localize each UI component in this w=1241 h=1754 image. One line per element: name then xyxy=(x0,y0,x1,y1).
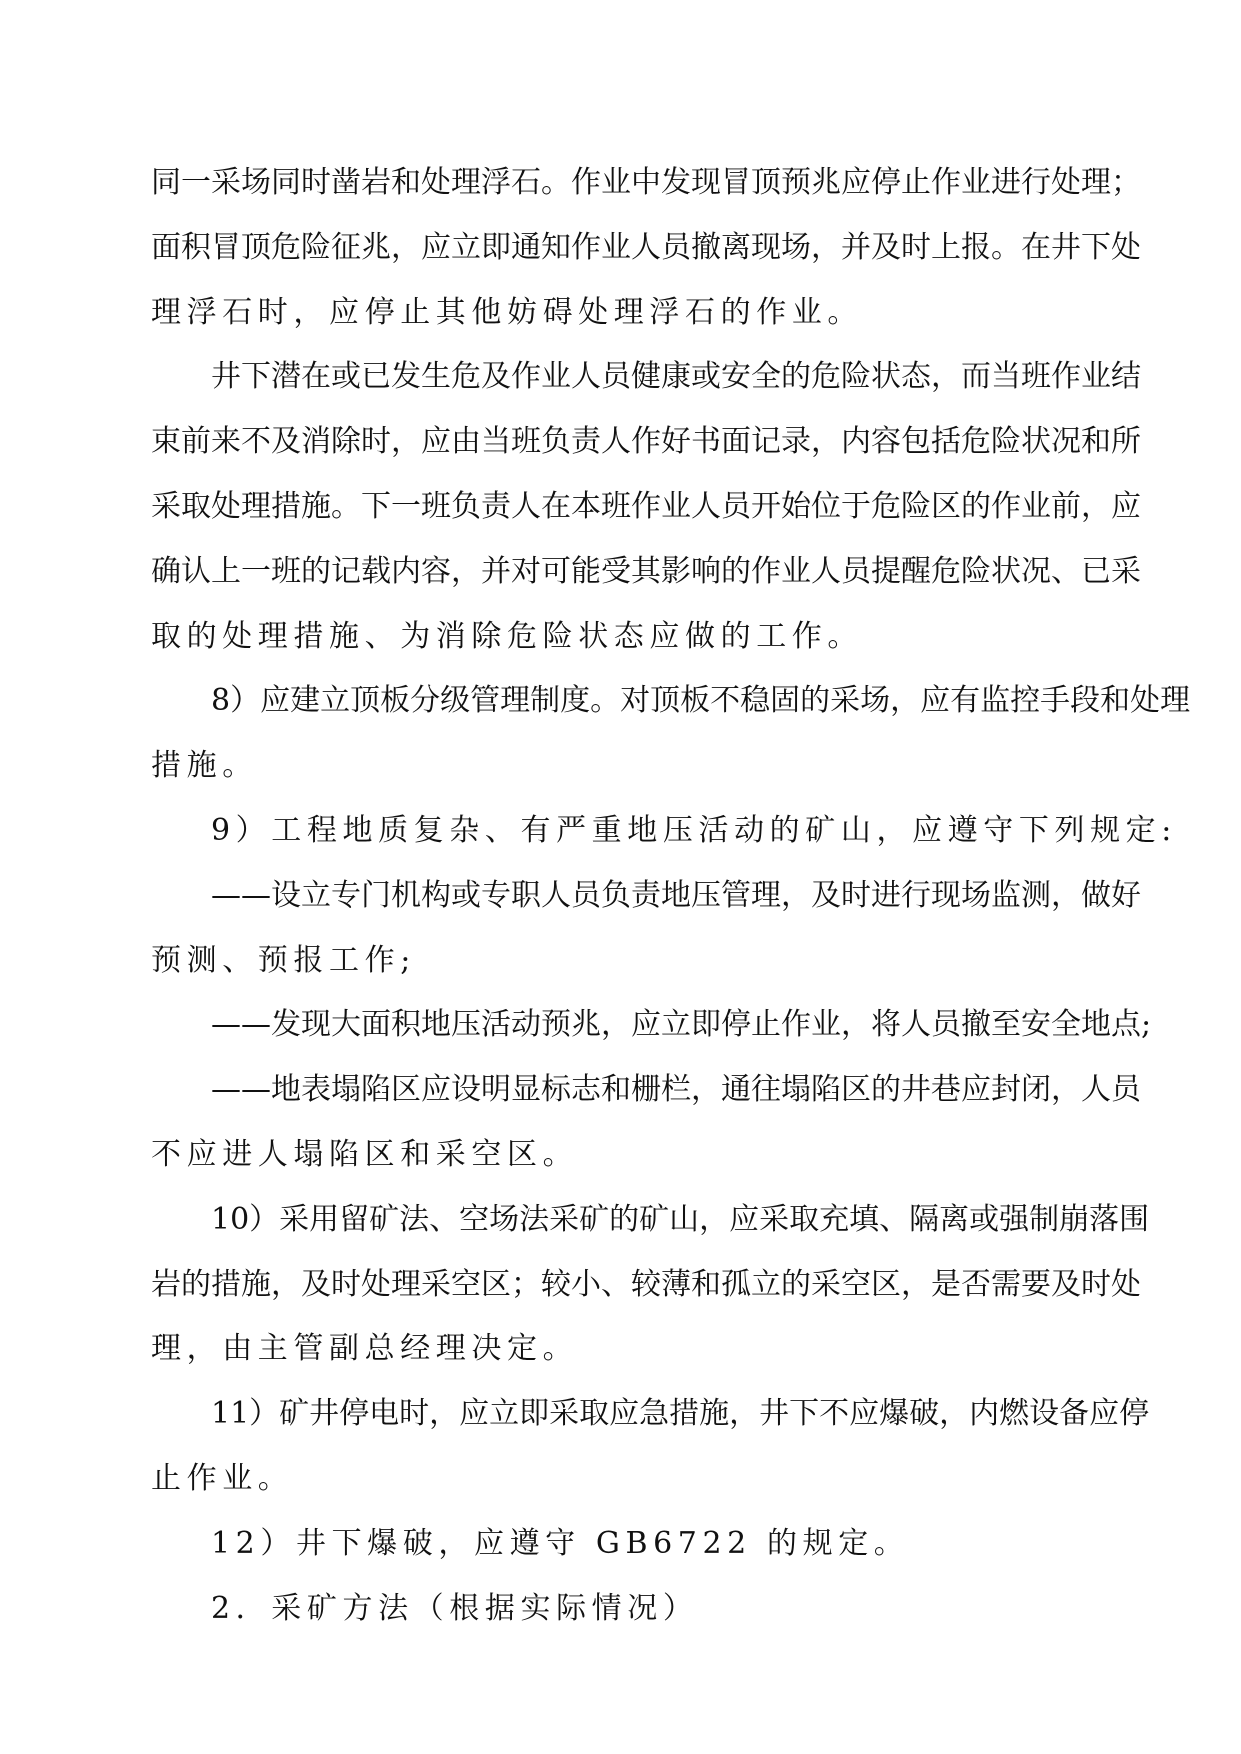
paragraph xyxy=(151,993,1152,1058)
paragraph-line: 9）工程地质复杂、有严重地压活动的矿山，应遵守下列规定: xyxy=(211,812,1177,848)
paragraph-line: 8）应建立顶板分级管理制度。对顶板不稳固的采场，应有监控手段和处理 xyxy=(211,683,1191,719)
paragraph-line: 取的处理措施、为消除危险状态应做的工作。 xyxy=(151,618,863,654)
paragraph-line: 理，由主管副总经理决定。 xyxy=(151,1331,579,1367)
paragraph xyxy=(151,799,1177,864)
document-body xyxy=(151,151,1191,1641)
paragraph-line: 10）采用留矿法、空场法采矿的矿山，应采取充填、隔离或强制崩落围 xyxy=(211,1201,1150,1237)
paragraph-line: 面积冒顶危险征兆，应立即通知作业人员撤离现场，并及时上报。在井下处 xyxy=(151,229,1141,265)
paragraph-line: 井下潜在或已发生危及作业人员健康或安全的危险状态，而当班作业结 xyxy=(211,359,1141,395)
paragraph-line: 2．采矿方法（根据实际情况） xyxy=(211,1590,699,1626)
paragraph-line: 岩的措施，及时处理采空区；较小、较薄和孤立的采空区，是否需要及时处 xyxy=(151,1266,1141,1302)
paragraph-line: 预测、预报工作; xyxy=(151,942,416,978)
paragraph-line: 止作业。 xyxy=(151,1460,294,1496)
paragraph xyxy=(151,1382,1150,1512)
paragraph xyxy=(151,669,1191,799)
paragraph xyxy=(151,345,1141,669)
paragraph xyxy=(151,864,1141,994)
paragraph-line: ——设立专门机构或专职人员负责地压管理，及时进行现场监测，做好 xyxy=(211,877,1141,913)
paragraph-line: ——地表塌陷区应设明显标志和栅栏，通往塌陷区的井巷应封闭，人员 xyxy=(211,1072,1141,1108)
paragraph xyxy=(151,1188,1150,1382)
paragraph-line: 束前来不及消除时，应由当班负责人作好书面记录，内容包括危险状况和所 xyxy=(151,424,1141,460)
paragraph-line: 11）矿井停电时，应立即采取应急措施，井下不应爆破，内燃设备应停 xyxy=(211,1396,1150,1432)
paragraph-line: 12）井下爆破，应遵守 GB6722 的规定。 xyxy=(211,1525,910,1561)
paragraph-line: 不应进人塌陷区和采空区。 xyxy=(151,1136,579,1172)
paragraph xyxy=(151,1512,1118,1577)
paragraph xyxy=(151,1577,1118,1642)
paragraph xyxy=(151,151,1141,345)
paragraph-line: ——发现大面积地压活动预兆，应立即停止作业，将人员撤至安全地点; xyxy=(211,1007,1152,1043)
paragraph-line: 确认上一班的记载内容，并对可能受其影响的作业人员提醒危险状况、已采 xyxy=(151,553,1141,589)
paragraph-line: 采取处理措施。下一班负责人在本班作业人员开始位于危险区的作业前，应 xyxy=(151,488,1141,524)
paragraph-line: 措施。 xyxy=(151,748,258,784)
paragraph-line: 同一采场同时凿岩和处理浮石。作业中发现冒顶预兆应停止作业进行处理； xyxy=(151,165,1141,200)
paragraph-line: 理浮石时，应停止其他妨碍处理浮石的作业。 xyxy=(151,294,863,330)
paragraph xyxy=(151,1058,1141,1188)
